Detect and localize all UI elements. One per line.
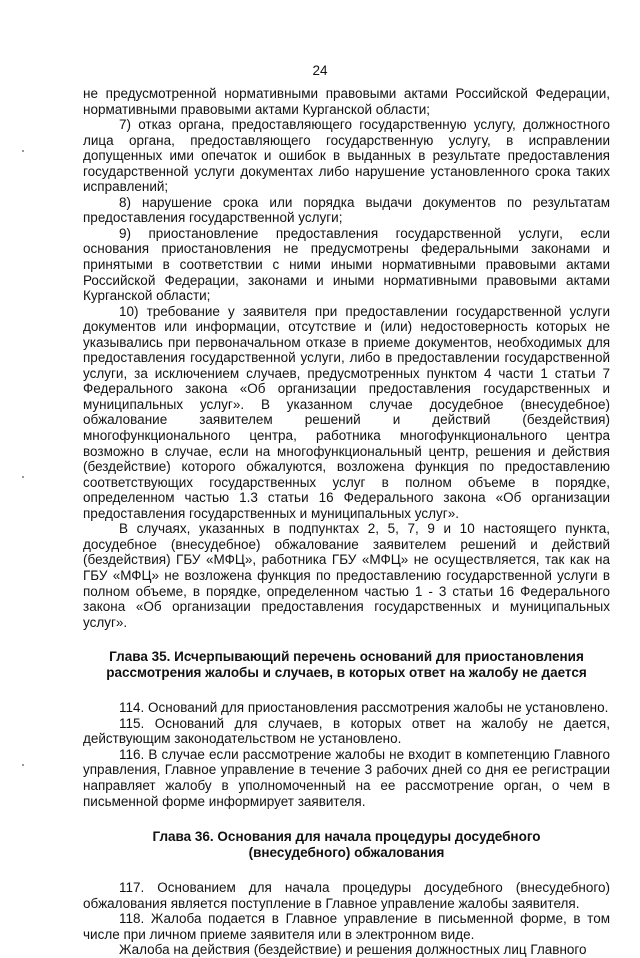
scan-margin-mark <box>22 764 24 766</box>
chapter-36-heading: Глава 36. Основания для начала процедуры досудебного (внесудебного) обжалования <box>152 829 541 860</box>
paragraph-item-8: 8) нарушение срока или порядка выдачи документов по результатам предоставления государственной услуги; <box>83 194 610 226</box>
page-number: 24 <box>312 63 328 78</box>
paragraph-114: 114. Оснований для приостановления рассмотрения жалобы не установлено. <box>119 700 609 716</box>
paragraph-continuation: не предусмотренной нормативными правовыми актами Российской Федерации, нормативными правовыми актами Курганской области; <box>83 86 610 117</box>
paragraph-complaint-officials: Жалоба на действия (бездействие) и решения должностных лиц Главного <box>119 942 587 958</box>
paragraph-item-7: 7) отказ органа, предоставляющего государственную услугу, должностного лица органа, предоставляющего государственную услугу, в исправлении допущенных ими опечаток и ошибок в выданных в результате предоставления государственной услуги документах либо нарушение установленного срока таких исправлений; <box>83 117 610 195</box>
paragraph-116: 116. В случае если рассмотрение жалобы не входит в компетенцию Главного управления, Главное управление в течение 3 рабочих дней со дня ее регистрации направляет жалобу в уполномоченный на ее рассмотрение орган, о чем в письменной форме информирует заявителя. <box>83 746 610 809</box>
paragraph-117: 117. Основанием для начала процедуры досудебного (внесудебного) обжалования является поступление в Главное управление жалобы заявителя. <box>83 880 610 911</box>
paragraph-item-9: 9) приостановление предоставления государственной услуги, если основания приостановления не предусмотрены федеральными законами и принятыми в соответствии с ними иными нормативными правовыми актами Российской Федерации, законами и иными нормативными правовыми актами Курганской области; <box>83 225 610 304</box>
chapter-35-heading: Глава 35. Исчерпывающий перечень оснований для приостановления рассмотрения жалобы и случаев, в которых ответ на жалобу не дается <box>106 649 587 680</box>
paragraph-exceptions: В случаях, указанных в подпунктах 2, 5, 7, 9 и 10 настоящего пункта, досудебное (внесудебное) обжалование заявителем решений и действий (бездействия) ГБУ «МФЦ», работника ГБУ «МФЦ» не осуществляется, так как на ГБУ «МФЦ» не возложена функция по предоставлению государственной услуги в полном объеме, в порядке, определенном частью 1 - 3 статьи 16 Федерального закона «Об организации предоставления государственных и муниципальных услуг». <box>83 521 610 630</box>
document-body <box>83 86 610 958</box>
paragraph-118: 118. Жалоба подается в Главное управление в письменной форме, в том числе при личном приеме заявителя или в электронном виде. <box>83 911 610 942</box>
scan-margin-mark <box>22 476 24 478</box>
paragraph-item-10: 10) требование у заявителя при предоставлении государственной услуги документов или информации, отсутствие и (или) недостоверность которых не указывались при первоначальном отказе в приеме документов, необходимых для предоставления государственной услуги, либо в предоставлении государственной услуги, за исключением случаев, предусмотренных пунктом 4 части 1 статьи 7 Федерального закона «Об организации предоставления государственных и муниципальных услуг». В указанном случае досудебное (внесудебное) обжалование заявителем решений и действий (бездействия) многофункционального центра, работника многофункционального центра возможно в случае, если на многофункциональный центр, решения и действия (бездействие) которого обжалуются, возложена функция по предоставлению соответствующих государственных услуг в полном объеме в порядке, определенном частью 1.3 статьи 16 Федерального закона «Об организации предоставления государственных и муниципальных услуг». <box>83 303 610 521</box>
scan-margin-mark <box>22 150 24 152</box>
paragraph-115: 115. Оснований для случаев, в которых ответ на жалобу не дается, действующим законодательством не установлено. <box>83 715 610 747</box>
